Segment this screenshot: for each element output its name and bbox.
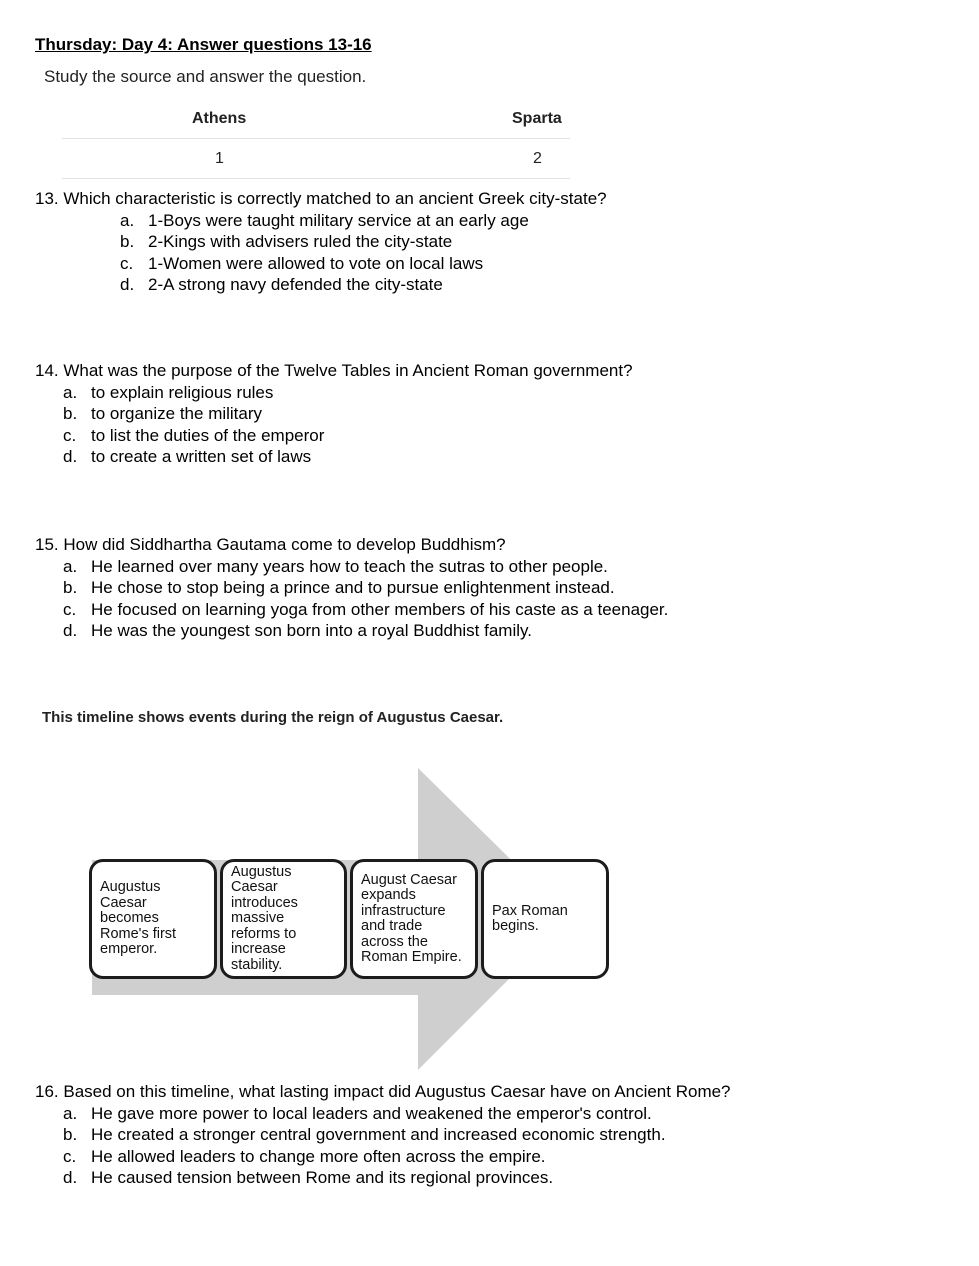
table-header-sparta: Sparta [512, 110, 562, 127]
option-text: He created a stronger central government and increased economic strength. [91, 1125, 666, 1145]
option-letter: d. [63, 1168, 78, 1188]
table-header-athens: Athens [192, 110, 247, 127]
option-letter: a. [120, 210, 135, 230]
option-letter: c. [63, 425, 77, 445]
answer-option[interactable] [63, 1124, 731, 1146]
option-text: to organize the military [91, 404, 263, 424]
option-letter: d. [120, 275, 135, 295]
question-text: 13. Which characteristic is correctly matched to an ancient Greek city-state? [35, 189, 607, 208]
option-text: to list the duties of the emperor [91, 425, 325, 445]
option-text: 2-A strong navy defended the city-state [148, 275, 443, 295]
option-letter: b. [63, 404, 78, 424]
event-text: Pax Roman begins. [492, 902, 568, 934]
timeline-event [89, 859, 217, 979]
option-text: He caused tension between Rome and its regional provinces. [91, 1168, 554, 1188]
answer-option[interactable] [63, 1146, 731, 1168]
option-text: He focused on learning yoga from other members of his caste as a teenager. [91, 599, 669, 619]
option-text: 2-Kings with advisers ruled the city-state [148, 232, 453, 252]
option-text: He gave more power to local leaders and weakened the emperor's control. [91, 1103, 652, 1123]
option-letter: b. [120, 232, 135, 252]
option-letter: a. [63, 1103, 78, 1123]
question-text: 15. How did Siddhartha Gautama come to develop Buddhism? [35, 535, 506, 554]
option-letter: a. [63, 556, 78, 576]
event-text: Augustus Caesar becomes Rome's first emperor. [100, 879, 177, 958]
option-letter: c. [63, 599, 77, 619]
answer-option[interactable] [63, 1103, 731, 1125]
table-value-athens: 1 [215, 150, 224, 167]
question-text: 16. Based on this timeline, what lasting impact did Augustus Caesar have on Ancient Rome? [35, 1082, 731, 1101]
option-letter: a. [63, 382, 78, 402]
option-text: He allowed leaders to change more often across the empire. [91, 1146, 546, 1166]
option-text: to explain religious rules [91, 382, 274, 402]
question-16 [35, 1081, 731, 1189]
option-text: He was the youngest son born into a royal Buddhist family. [91, 621, 532, 641]
table-value-sparta: 2 [533, 150, 542, 167]
question-text: 14. What was the purpose of the Twelve Tables in Ancient Roman government? [35, 361, 633, 380]
event-text: Augustus Caesar introduces massive reforms to increase stability. [231, 863, 298, 973]
option-letter: d. [63, 447, 78, 467]
option-letter: d. [63, 621, 78, 641]
answer-option[interactable] [63, 1167, 731, 1189]
timeline-event [220, 859, 347, 979]
option-text: to create a written set of laws [91, 447, 312, 467]
event-text: August Caesar expands infrastructure and trade across the Roman Empire. [361, 871, 462, 965]
option-letter: b. [63, 1125, 78, 1145]
option-text: He learned over many years how to teach the sutras to other people. [91, 556, 608, 576]
option-letter: c. [120, 253, 134, 273]
timeline-event [481, 859, 609, 979]
option-text: 1-Women were allowed to vote on local laws [148, 253, 484, 273]
timeline-title: This timeline shows events during the reign of Augustus Caesar. [42, 709, 504, 726]
timeline-event [350, 859, 478, 979]
option-text: 1-Boys were taught military service at an early age [148, 210, 529, 230]
option-letter: c. [63, 1146, 77, 1166]
option-letter: b. [63, 578, 78, 598]
instruction-text: Study the source and answer the question. [44, 67, 367, 86]
page-title: Thursday: Day 4: Answer questions 13-16 [35, 35, 372, 54]
option-text: He chose to stop being a prince and to pursue enlightenment instead. [91, 578, 615, 598]
